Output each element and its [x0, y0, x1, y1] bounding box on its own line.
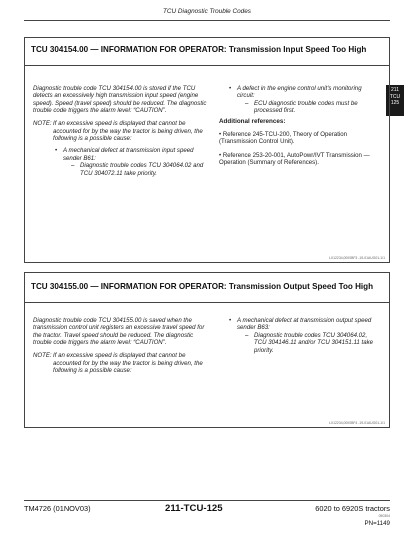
footer-rule [24, 500, 390, 501]
side-tab-line3: 125 [390, 100, 400, 107]
dash-icon: – [245, 331, 249, 339]
note-label: NOTE: [33, 352, 52, 360]
section-tcu-304155 [24, 272, 390, 428]
references-heading: Additional references: [219, 117, 286, 125]
note [33, 120, 207, 142]
bullet-icon: • [229, 317, 232, 324]
bullet-text: A mechanical defect at transmission input speed sender B61: [63, 147, 194, 162]
reference-item: • Reference 253-20-001, AutoPowr/IVT Transmission — Operation (Summary of References). [219, 151, 370, 167]
sub-item-text: ECU diagnostic trouble codes must be processed first. [254, 99, 358, 115]
bullet-text: A mechanical defect at transmission output speed sender B63: [237, 317, 372, 332]
list-item [229, 85, 379, 115]
header-rule [24, 20, 390, 21]
print-code: 050304 [378, 514, 390, 518]
sub-item [71, 162, 207, 177]
document-code: LX12234,0000BF3 -19-01AUG01-1/1 [329, 256, 385, 260]
left-column [33, 317, 211, 374]
bullet-icon: • [229, 85, 232, 92]
note [33, 352, 211, 374]
list-item [229, 317, 379, 354]
document-code: LX12234,0000BF4 -19-01AUG01-1/1 [329, 421, 385, 425]
manual-id: TM4726 (01NOV03) [24, 504, 91, 513]
intro-paragraph: Diagnostic trouble code TCU 304154.00 is stored if the TCU detects an excessively high transmission input speed (engine speed). Speed (travel speed) should be reduced. The diagnostic trouble code triggers the alarm level: “CAUTION”. [33, 85, 207, 115]
note-label: NOTE: [33, 120, 52, 128]
right-column [219, 317, 379, 354]
dash-icon: – [71, 162, 75, 170]
sub-item [245, 100, 379, 115]
bullet-icon: • [55, 147, 58, 155]
bullet-text: A defect in the engine control unit's monitoring circuit: [237, 85, 362, 100]
page-number-label: 211-TCU-125 [165, 503, 223, 514]
section-title: TCU 304154.00 — INFORMATION FOR OPERATOR: Transmission Input Speed Too High [31, 45, 367, 54]
side-tab-line1: 211 [391, 87, 399, 93]
note-text: If an excessive speed is displayed that cannot be accounted for by the way the tractor is being driven, the following is a possible cause: [53, 352, 203, 374]
side-tab-line2: TCU [389, 93, 401, 100]
section-tcu-304154 [24, 37, 390, 263]
section-title-rule [25, 65, 389, 66]
sub-item-text: Diagnostic trouble codes TCU 304064.02, TCU 304146.11 and/or TCU 304151.11 take priority. [254, 331, 374, 354]
page-header: TCU Diagnostic Trouble Codes [163, 8, 251, 15]
section-title-rule [25, 302, 389, 303]
additional-references [219, 118, 379, 167]
dash-icon: – [245, 99, 249, 107]
model-range: 6020 to 6920S tractors [315, 504, 390, 513]
pn-number: PN=1149 [364, 520, 390, 527]
sub-item-text: Diagnostic trouble codes TCU 304064.02 and TCU 304072.11 take priority. [80, 162, 204, 177]
reference-item: • Reference 245-TCU-200, Theory of Operation (Transmission Control Unit). [219, 131, 348, 146]
left-column [33, 85, 207, 177]
section-title: TCU 304155.00 — INFORMATION FOR OPERATOR: Transmission Output Speed Too High [31, 282, 374, 291]
intro-paragraph: Diagnostic trouble code TCU 304155.00 is saved when the transmission control unit registers an excessive travel speed for the tractor. Travel speed should be reduced. The diagnostic trouble code triggers the alarm level: “CAUTION”. [33, 317, 205, 347]
right-column [219, 85, 379, 173]
note-text: If an excessive speed is displayed that cannot be accounted for by the way the tractor is being driven, the following is a possible cause: [53, 120, 203, 142]
list-item [55, 147, 207, 177]
sub-item [245, 332, 379, 354]
